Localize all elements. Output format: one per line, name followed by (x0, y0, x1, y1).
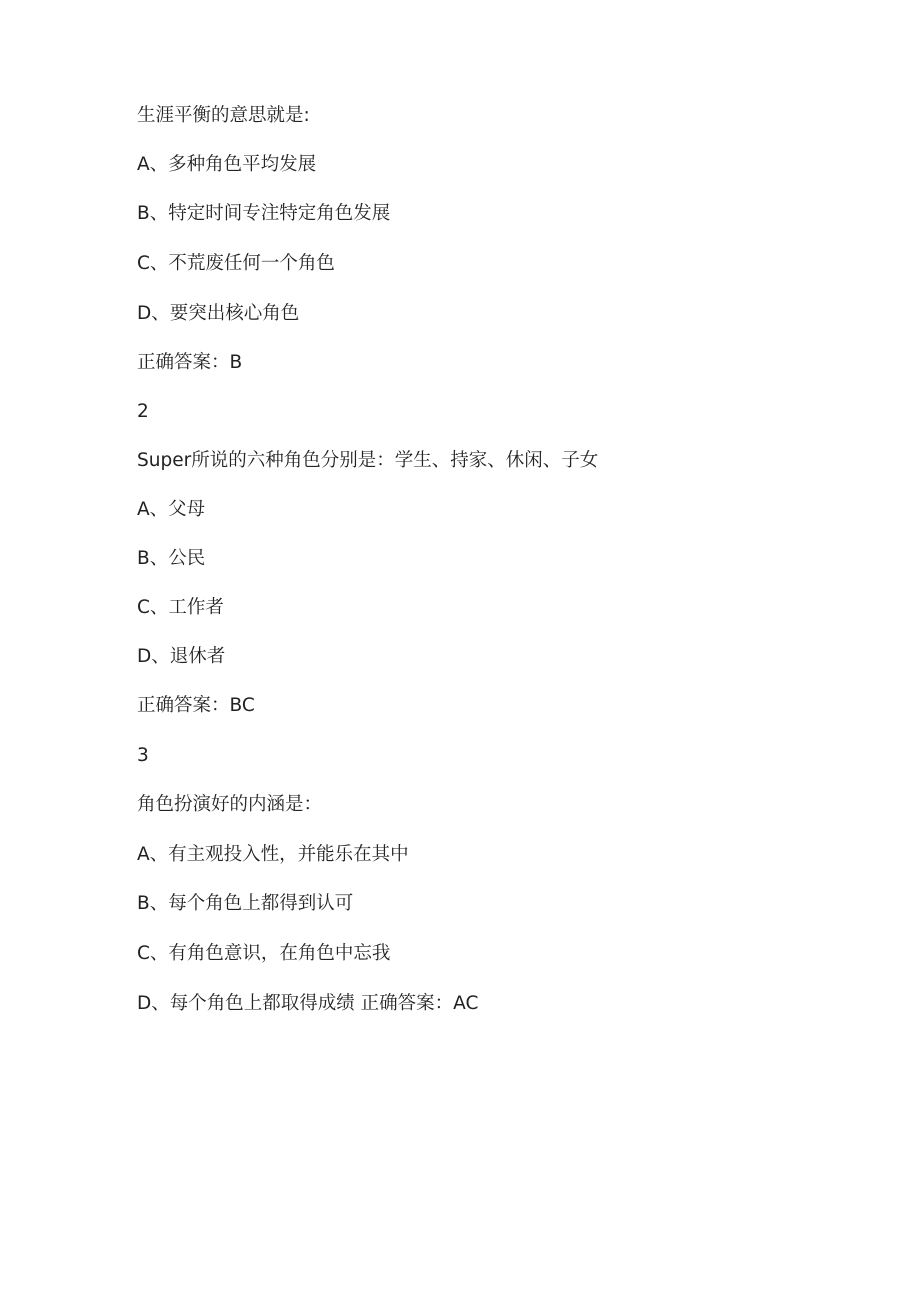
question-1-option-b: B、特定时间专注特定角色发展 (137, 203, 391, 224)
question-2-option-d: D、退休者 (137, 646, 226, 667)
question-1-stem: 生涯平衡的意思就是: (137, 105, 310, 126)
question-3-option-b: B、每个角色上都得到认可 (137, 893, 354, 914)
question-2-stem: Super所说的六种角色分别是：学生、持家、休闲、子女 (137, 450, 599, 471)
question-2-answer: 正确答案：BC (137, 695, 255, 716)
question-3-option-d-with-answer: D、每个角色上都取得成绩 正确答案：AC (137, 993, 479, 1014)
question-3-option-c: C、有角色意识，在角色中忘我 (137, 943, 391, 964)
question-1-option-a: A、多种角色平均发展 (137, 154, 317, 175)
question-3-number: 3 (137, 745, 149, 766)
question-2-option-b: B、公民 (137, 548, 206, 569)
question-1-option-c: C、不荒废任何一个角色 (137, 253, 335, 274)
question-3-option-a: A、有主观投入性，并能乐在其中 (137, 844, 409, 865)
question-1-option-d: D、要突出核心角色 (137, 303, 300, 324)
question-2-option-c: C、工作者 (137, 597, 224, 618)
question-1-answer: 正确答案：B (137, 352, 243, 373)
question-3-stem: 角色扮演好的内涵是： (137, 794, 323, 815)
question-2-number: 2 (137, 401, 149, 422)
question-2-option-a: A、父母 (137, 499, 206, 520)
